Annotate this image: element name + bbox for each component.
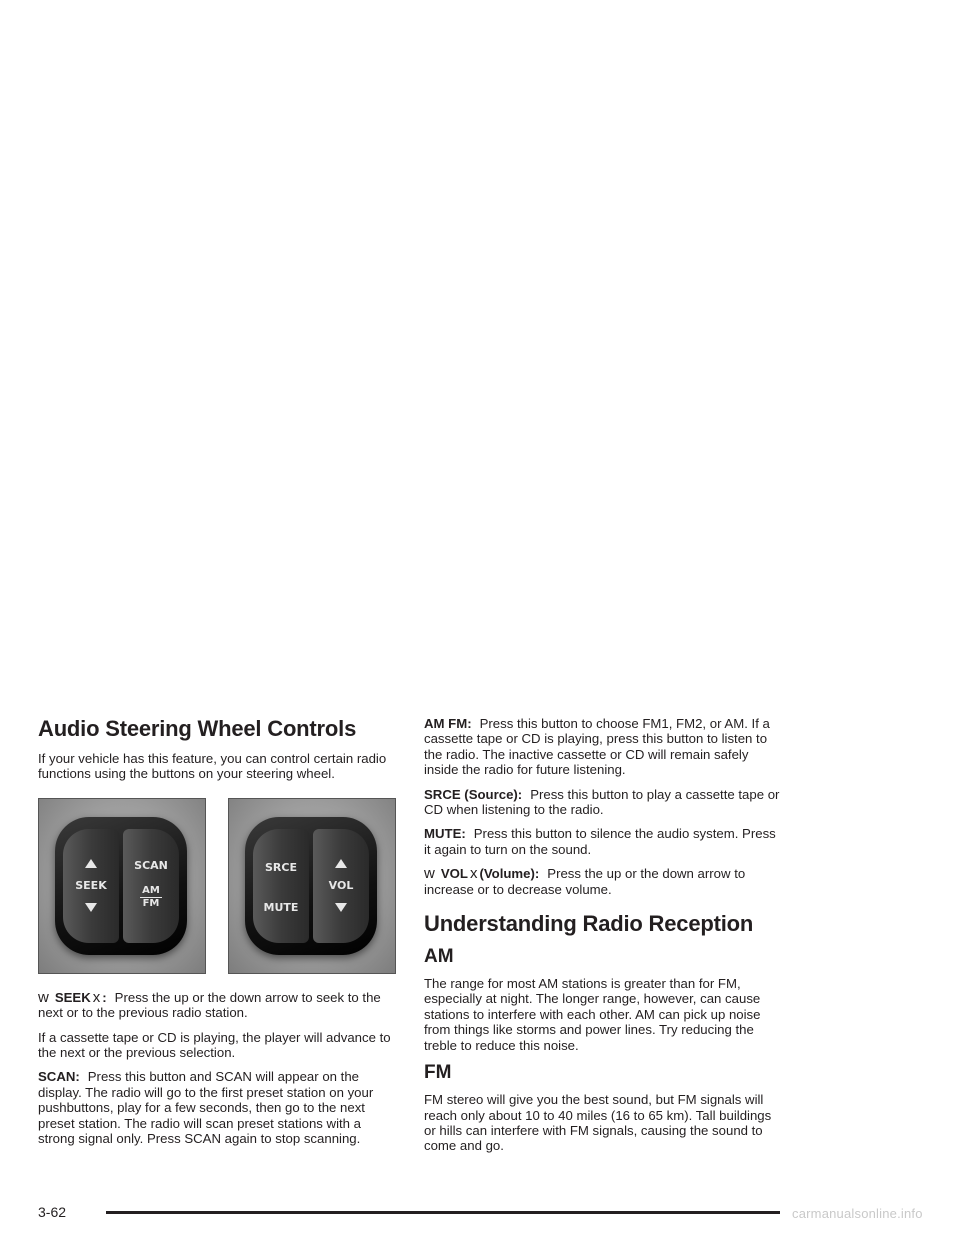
srce-paragraph xyxy=(424,787,786,818)
seek-colon: : xyxy=(102,989,107,1005)
volume-rocker-button xyxy=(313,829,369,943)
reception-title: Understanding Radio Reception xyxy=(424,911,754,937)
fm-label: FM xyxy=(142,897,160,909)
amfm-label xyxy=(123,885,179,910)
vol-up-arrow-icon xyxy=(335,859,347,868)
vol-term: VOL xyxy=(440,866,468,882)
seek-up-arrow-icon xyxy=(85,859,97,868)
watermark-text: carmanualsonline.info xyxy=(792,1206,923,1221)
page-number: 3-62 xyxy=(38,1204,67,1220)
right-controls-photo xyxy=(228,798,396,974)
intro-paragraph: If your vehicle has this feature, you can control certain radio functions using the buttons on your steering wheel. xyxy=(38,751,387,782)
scan-term: SCAN: xyxy=(38,1069,80,1085)
vol-down-symbol-icon: x xyxy=(469,865,478,883)
amfm-term: AM FM: xyxy=(424,716,472,731)
srce-term: SRCE (Source): xyxy=(424,786,523,802)
seek-cassette-paragraph: If a cassette tape or CD is playing, the player will advance to the next or the previous selection. xyxy=(38,1029,391,1061)
vol-up-symbol-icon: w xyxy=(424,865,435,883)
seek-up-symbol-icon: w xyxy=(38,988,49,1006)
steering-controls-photos xyxy=(38,798,394,974)
section-title: Audio Steering Wheel Controls xyxy=(38,716,357,741)
seek-down-arrow-icon xyxy=(85,903,97,912)
srce-mute-button xyxy=(253,829,309,943)
vol-text: Press the up or the down arrow to increase or to decrease volume. xyxy=(424,866,746,897)
mute-label: MUTE xyxy=(263,900,299,914)
left-controls-bezel xyxy=(55,817,187,955)
am-heading: AM xyxy=(424,946,454,968)
am-paragraph: The range for most AM stations is greater than for FM, especially at night. The longer range, however, can cause stations to interfere with each other. AM can pick up noise from things like storms and power lines. Try reducing the treble to reduce this noise. xyxy=(424,976,761,1053)
seek-text: Press the up or the down arrow to seek to the next or to the previous radio station. xyxy=(38,989,381,1021)
scan-paragraph xyxy=(38,1069,394,1146)
seek-down-symbol-icon: x xyxy=(92,988,101,1006)
left-controls-photo xyxy=(38,798,206,974)
seek-term: SEEK xyxy=(54,989,91,1005)
mute-paragraph xyxy=(424,826,786,857)
amfm-text: Press this button to choose FM1, FM2, or AM. If a cassette tape or CD is playing, press this button to listen to the radio. The inactive cassette or CD will remain safely inside the radio for future listening. xyxy=(424,716,770,778)
srce-text: Press this button to play a cassette tape or CD when listening to the radio. xyxy=(424,786,780,818)
left-column xyxy=(38,716,394,1155)
volume-term: (Volume): xyxy=(479,866,540,882)
right-controls-bezel xyxy=(245,817,377,955)
seek-paragraph xyxy=(38,990,394,1021)
vol-label: VOL xyxy=(328,878,354,892)
seek-rocker-button xyxy=(63,829,119,943)
mute-text: Press this button to silence the audio system. Press it again to turn on the sound. xyxy=(424,826,776,857)
mute-term: MUTE: xyxy=(424,826,466,842)
fm-paragraph: FM stereo will give you the best sound, but FM signals will reach only about 10 to 40 miles (16 to 65 km). Tall buildings or hills can interfere with FM signals, causing the sound to come and go. xyxy=(424,1092,772,1154)
scan-amfm-button xyxy=(123,829,179,943)
seek-label: SEEK xyxy=(75,878,107,892)
scan-text: Press this button and SCAN will appear on the display. The radio will go to the first preset station on your pushbuttons, play for a few seconds, then go to the next preset station. The radio will scan preset stations with a strong signal only. Press SCAN again to stop scanning. xyxy=(38,1069,374,1147)
vol-paragraph xyxy=(424,866,786,897)
srce-label: SRCE xyxy=(265,860,297,874)
footer-rule xyxy=(106,1211,780,1214)
fm-heading: FM xyxy=(424,1062,452,1084)
right-column xyxy=(424,716,786,1163)
amfm-paragraph xyxy=(424,716,786,778)
scan-label: SCAN xyxy=(134,858,168,872)
vol-down-arrow-icon xyxy=(335,903,347,912)
am-label: AM xyxy=(142,884,160,896)
